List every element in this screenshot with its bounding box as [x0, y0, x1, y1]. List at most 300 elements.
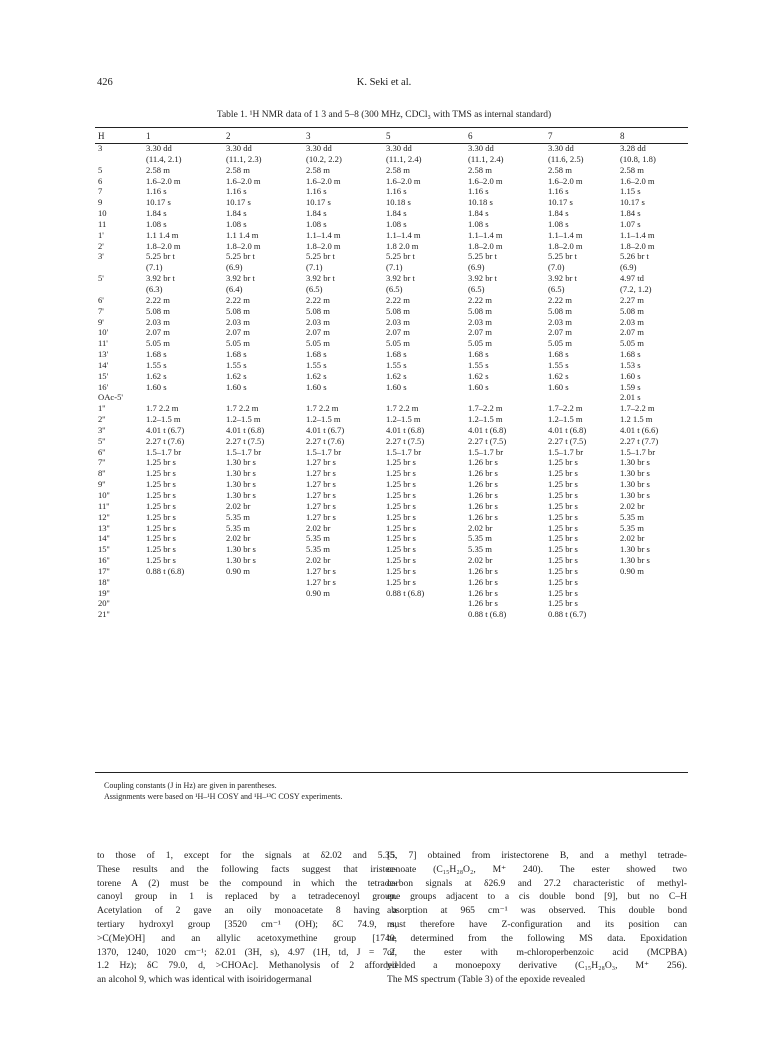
table-row [95, 154, 691, 165]
shift-cell: 1.16 s [306, 186, 327, 197]
shift-cell [620, 588, 691, 599]
shift-cell: 1.25 br s [386, 479, 416, 490]
shift-cell: 1.25 br s [548, 457, 578, 468]
shift-cell: 1.25 br s [146, 555, 176, 566]
shift-cell: 5.05 m [386, 338, 410, 349]
shift-cell: 1.25 br s [146, 533, 176, 544]
shift-cell: 1.2–1.5 m [146, 414, 181, 425]
shift-cell: 1.16 s [386, 186, 407, 197]
shift-cell: 1.25 br s [386, 500, 416, 511]
shift-cell: 1.25 br s [386, 490, 416, 500]
table-row [95, 219, 691, 230]
shift-cell: 1.7–2.2 m [620, 403, 655, 414]
table-row [95, 338, 691, 349]
table-row [95, 251, 691, 262]
shift-cell: 3.92 br t [306, 273, 335, 284]
shift-cell: (6.9) [468, 262, 485, 273]
shift-cell: 0.88 t (6.7) [548, 609, 587, 620]
shift-cell: 2.27 t (7.5) [226, 435, 265, 446]
table-row [95, 588, 691, 599]
shift-cell: 1.60 s [226, 381, 247, 392]
shift-cell: 1.5–1.7 br [620, 446, 656, 457]
shift-cell: 1.60 s [306, 381, 327, 392]
shift-cell: 5.08 m [468, 305, 492, 316]
shift-cell: 0.90 m [620, 565, 644, 576]
shift-cell: 1.6–2.0 m [468, 175, 503, 186]
proton-label: 6 [98, 175, 103, 186]
table-bottom-rule [95, 772, 688, 773]
shift-cell: 1.68 s [468, 349, 489, 360]
table-row [95, 371, 691, 382]
shift-cell [226, 588, 306, 599]
shift-cell: 1.60 s [386, 381, 407, 392]
text-line: [5, 7] obtained from iristectorene B, and a methyl tetrade- [387, 850, 687, 861]
shift-cell: 5.08 m [146, 305, 170, 316]
shift-cell: 1.07 s [620, 218, 641, 229]
shift-cell: 1.15 s [620, 186, 641, 197]
shift-cell: 1.1–1.4 m [386, 229, 421, 240]
shift-cell: (10.8, 1.8) [620, 153, 656, 164]
table-row [95, 468, 691, 479]
shift-cell: 1.26 br s [468, 576, 498, 587]
shift-cell [548, 392, 620, 403]
shift-cell: 2.22 m [146, 294, 170, 305]
table-row [95, 414, 691, 425]
shift-cell: 2.22 m [226, 294, 250, 305]
table-row [95, 457, 691, 468]
shift-cell: 1.62 s [146, 370, 167, 381]
shift-cell: 1.25 br s [146, 490, 176, 500]
shift-cell: 5.05 m [468, 338, 492, 349]
shift-cell: 0.90 m [226, 565, 250, 576]
shift-cell: 4.01 t (6.7) [146, 424, 185, 435]
shift-cell: 1.5–1.7 br [146, 446, 182, 457]
shift-cell: 1.25 br s [548, 468, 578, 479]
proton-label: 7'' [98, 457, 106, 468]
shift-cell: 5.26 br t [620, 251, 649, 262]
table-row [95, 523, 691, 534]
text-line: >C(Me)OH] and an allylic acetoxymethine group [1740, [97, 932, 397, 944]
shift-cell: 3.30 dd [386, 143, 412, 153]
shift-cell: 3.92 br t [146, 273, 175, 284]
proton-label: 11'' [98, 500, 110, 511]
shift-cell: 1.25 br s [146, 544, 176, 555]
running-head: K. Seki et al. [356, 77, 412, 88]
shift-cell: 1.8–2.0 m [468, 240, 503, 251]
shift-cell: 2.58 m [226, 164, 250, 175]
shift-cell: 1.62 s [548, 370, 569, 381]
proton-label: 9' [98, 316, 104, 327]
shift-cell: 1.08 s [386, 218, 407, 229]
shift-cell: 2.02 br [620, 500, 645, 511]
text-line: These results and the following facts suggest that iristec- [97, 863, 397, 875]
proton-label: 19'' [98, 587, 110, 598]
shift-cell: 1.62 s [386, 370, 407, 381]
shift-cell: 2.27 t (7.6) [146, 435, 185, 446]
shift-cell: 1.62 s [226, 370, 247, 381]
shift-cell: 1.26 br s [468, 565, 498, 576]
shift-cell: (11.6, 2.5) [548, 153, 584, 164]
table-row [95, 360, 691, 371]
proton-label: 3'' [98, 424, 106, 435]
proton-label: 3 [98, 143, 103, 153]
shift-cell: 5.08 m [548, 305, 572, 316]
shift-cell: (11.1, 2.4) [468, 153, 504, 164]
shift-cell: (7.0) [548, 262, 565, 273]
shift-cell: 3.92 br t [386, 273, 415, 284]
shift-cell: 2.58 m [146, 164, 170, 175]
shift-cell: 10.17 s [620, 197, 645, 208]
shift-cell: 1.27 br s [306, 490, 336, 500]
shift-cell: 3.92 br t [468, 273, 497, 284]
shift-cell: 1.25 br s [548, 555, 578, 566]
shift-cell: 1.25 br s [548, 544, 578, 555]
table-row [95, 208, 691, 219]
shift-cell: 5.25 br t [548, 251, 577, 262]
shift-cell: 2.03 m [620, 316, 644, 327]
shift-cell: 3.92 br t [226, 273, 255, 284]
table-row [95, 436, 691, 447]
shift-cell: 1.2 1.5 m [620, 414, 653, 425]
table-row [95, 609, 691, 620]
table-row [95, 392, 691, 403]
shift-cell: 3.28 dd [620, 143, 646, 153]
shift-cell: 2.03 m [306, 316, 330, 327]
shift-cell: 5.25 br t [306, 251, 335, 262]
shift-cell: 1.26 br s [468, 500, 498, 511]
proton-label: 6' [98, 294, 104, 305]
table-caption: Table 1. ¹H NMR data of 1 3 and 5–8 (300 MHz, CDCl₃ with TMS as internal standard) [216, 110, 552, 120]
shift-cell [620, 598, 691, 609]
shift-cell [386, 598, 468, 609]
shift-cell: 4.01 t (6.8) [468, 424, 507, 435]
shift-cell: 1.08 s [306, 218, 327, 229]
shift-cell: 2.58 m [468, 164, 492, 175]
shift-cell [386, 392, 468, 403]
table-header-row [95, 129, 691, 143]
proton-label: 6'' [98, 446, 106, 457]
shift-cell: 1.26 br s [468, 468, 498, 479]
shift-cell: 10.17 s [146, 197, 171, 208]
shift-cell: 2.01 s [620, 392, 641, 403]
shift-cell: 1.1 1.4 m [146, 229, 179, 240]
shift-cell [386, 609, 468, 620]
shift-cell: (6.9) [226, 262, 243, 273]
shift-cell: 2.58 m [386, 164, 410, 175]
shift-cell: 1.68 s [620, 349, 641, 360]
shift-cell: 1.25 br s [548, 565, 578, 576]
proton-label: 16' [98, 381, 109, 392]
shift-cell: 2.03 m [468, 316, 492, 327]
column-header: 1 [146, 131, 151, 141]
shift-cell: 1.08 s [548, 218, 569, 229]
shift-cell: (6.5) [306, 283, 323, 294]
shift-cell: 1.1–1.4 m [306, 229, 341, 240]
shift-cell: 1.55 s [386, 359, 407, 370]
shift-cell: 1.84 s [468, 208, 489, 219]
table-row [95, 544, 691, 555]
shift-cell: 0.90 m [306, 587, 330, 598]
table-row [95, 533, 691, 544]
proton-label: 2'' [98, 414, 106, 425]
shift-cell: 1.25 br s [548, 587, 578, 598]
shift-cell: 2.07 m [146, 327, 170, 338]
shift-cell: 1.16 s [468, 186, 489, 197]
shift-cell: 1.30 br s [620, 457, 650, 468]
shift-cell: 1.84 s [146, 208, 167, 219]
shift-cell: 2.03 m [226, 316, 250, 327]
shift-cell: 1.25 br s [146, 522, 176, 533]
shift-cell: 3.30 dd [146, 143, 172, 153]
shift-cell: 4.01 t (6.6) [620, 424, 659, 435]
shift-cell: 1.26 br s [468, 457, 498, 468]
proton-label: 5' [98, 273, 104, 284]
table-top-rule [95, 127, 688, 128]
shift-cell: 1.2–1.5 m [306, 414, 341, 425]
shift-cell: 5.25 br t [226, 251, 255, 262]
shift-cell: 2.02 br [468, 555, 493, 566]
shift-cell: 1.84 s [548, 208, 569, 219]
shift-cell: 10.18 s [468, 197, 493, 208]
table-row [95, 349, 691, 360]
text-line: yielded a monoepoxy derivative (C₁₅H₂₈O₃, M⁺ 256). [387, 960, 687, 972]
proton-label: 10' [98, 327, 109, 338]
shift-cell: 1.27 br s [306, 479, 336, 490]
shift-cell: 2.22 m [548, 294, 572, 305]
shift-cell [620, 577, 691, 588]
shift-cell: 2.07 m [620, 327, 644, 338]
shift-cell: (6.3) [146, 283, 163, 294]
proton-label: 7' [98, 305, 104, 316]
shift-cell: (6.9) [620, 262, 637, 273]
shift-cell: 5.35 m [306, 544, 330, 555]
shift-cell: 2.07 m [226, 327, 250, 338]
shift-cell [226, 598, 306, 609]
shift-cell: 4.01 t (6.8) [386, 424, 425, 435]
shift-cell: 1.27 br s [306, 457, 336, 468]
proton-label: 14' [98, 359, 109, 370]
proton-label: 21'' [98, 609, 110, 620]
shift-cell: 1.1–1.4 m [548, 229, 583, 240]
shift-cell: 5.08 m [620, 305, 644, 316]
shift-cell: 1.6–2.0 m [146, 175, 181, 186]
proton-label: 9'' [98, 479, 106, 490]
shift-cell: 1.26 br s [468, 511, 498, 522]
shift-cell: 5.25 br t [468, 251, 497, 262]
shift-cell: 2.03 m [146, 316, 170, 327]
text-line: ene groups adjacent to a cis double bond [9], but no C–H [387, 891, 687, 903]
shift-cell: 1.25 br s [146, 500, 176, 511]
shift-cell: 2.22 m [306, 294, 330, 305]
shift-cell: 1.59 s [620, 381, 641, 392]
shift-cell: 1.5–1.7 br [226, 446, 262, 457]
shift-cell: 1.25 br s [146, 468, 176, 479]
shift-cell: 1.27 br s [306, 576, 336, 587]
shift-cell: 1.6–2.0 m [386, 175, 421, 186]
shift-cell [146, 588, 226, 599]
shift-cell: 1.2–1.5 m [226, 414, 261, 425]
shift-cell: 1.25 br s [386, 457, 416, 468]
shift-cell: 3.30 dd [548, 143, 574, 153]
shift-cell: 1.7 2.2 m [386, 403, 419, 414]
shift-cell: 2.27 t (7.5) [386, 435, 425, 446]
shift-cell: 1.68 s [386, 349, 407, 360]
table-row [95, 501, 691, 512]
shift-cell: 2.27 t (7.5) [548, 435, 587, 446]
shift-cell: 1.2–1.5 m [548, 414, 583, 425]
table-row [95, 512, 691, 523]
text-line: an alcohol 9, which was identical with isoiridogermanal [97, 974, 312, 986]
shift-cell: 2.03 m [386, 316, 410, 327]
shift-cell: 1.55 s [468, 359, 489, 370]
table-row [95, 306, 691, 317]
shift-cell: 1.8–2.0 m [146, 240, 181, 251]
shift-cell: (10.2, 2.2) [306, 153, 342, 164]
table-footnotes [104, 781, 343, 802]
shift-cell [306, 609, 386, 620]
shift-cell [306, 392, 386, 403]
text-line: Acetylation of 2 gave an oily monoacetate 8 having a [97, 905, 397, 917]
shift-cell: 1.30 br s [226, 490, 256, 500]
shift-cell: 2.07 m [306, 327, 330, 338]
shift-cell: 5.35 m [620, 511, 644, 522]
shift-cell: 5.05 m [226, 338, 250, 349]
proton-label [95, 154, 146, 165]
shift-cell: 1.60 s [468, 381, 489, 392]
shift-cell: (7.1) [146, 262, 163, 273]
shift-cell: 1.25 br s [386, 522, 416, 533]
shift-cell: 1.25 br s [386, 468, 416, 479]
shift-cell: 1.62 s [306, 370, 327, 381]
shift-cell: (7.1) [306, 262, 323, 273]
shift-cell: 5.35 m [468, 544, 492, 555]
shift-cell: 1.30 br s [226, 457, 256, 468]
shift-cell: 2.02 br [306, 555, 331, 566]
shift-cell: 1.30 br s [620, 544, 650, 555]
shift-cell: 1.25 br s [146, 511, 176, 522]
shift-cell: 5.25 br t [146, 251, 175, 262]
shift-cell: 1.84 s [226, 208, 247, 219]
table-row [95, 403, 691, 414]
shift-cell: 1.2–1.5 m [386, 414, 421, 425]
shift-cell: 1.26 br s [468, 587, 498, 598]
shift-cell: 1.5–1.7 br [468, 446, 504, 457]
shift-cell: 1.25 br s [146, 479, 176, 490]
shift-cell: 1.30 br s [226, 479, 256, 490]
shift-cell: 1.25 br s [548, 479, 578, 490]
shift-cell: 1.6–2.0 m [620, 175, 655, 186]
shift-cell: 1.6–2.0 m [306, 175, 341, 186]
shift-cell: 2.02 br [468, 522, 493, 533]
shift-cell: 1.25 br s [386, 565, 416, 576]
shift-cell: 1.84 s [306, 208, 327, 219]
shift-cell: 1.6–2.0 m [548, 175, 583, 186]
shift-cell: 1.30 br s [226, 468, 256, 479]
shift-cell: 4.97 td [620, 273, 644, 284]
shift-cell: 1.25 br s [146, 457, 176, 468]
table-row [95, 317, 691, 328]
column-header: 7 [548, 131, 553, 141]
shift-cell: 5.05 m [146, 338, 170, 349]
shift-cell [146, 392, 226, 403]
column-header: H [98, 131, 105, 141]
shift-cell: 10.18 s [386, 197, 411, 208]
proton-label: 1' [98, 229, 104, 240]
shift-cell: 5.05 m [620, 338, 644, 349]
shift-cell: 1.7–2.2 m [468, 403, 503, 414]
shift-cell: 5.35 m [468, 533, 492, 544]
shift-cell: 0.88 t (6.8) [146, 565, 185, 576]
table-row [95, 176, 691, 187]
table-row [95, 447, 691, 458]
shift-cell: (11.1, 2.4) [386, 153, 422, 164]
body-text-left-column [97, 849, 397, 987]
text-line: tertiary hydroxyl group [3520 cm⁻¹ (OH); δC 74.9, s, [97, 918, 397, 930]
shift-cell: 2.58 m [306, 164, 330, 175]
shift-cell: 1.25 br s [548, 576, 578, 587]
shift-cell: 5.05 m [306, 338, 330, 349]
footnote-assignments: Assignments were based on ¹H–¹H COSY and ¹H–¹³C COSY experiments. [104, 791, 343, 801]
shift-cell: 1.16 s [548, 186, 569, 197]
shift-cell: 2.27 t (7.6) [306, 435, 345, 446]
column-header: 8 [620, 131, 625, 141]
shift-cell: 1.1–1.4 m [468, 229, 503, 240]
table-row [95, 490, 691, 501]
shift-cell: (6.5) [548, 283, 565, 294]
table-row [95, 143, 691, 154]
shift-cell: 5.08 m [226, 305, 250, 316]
text-line: be determined from the following MS data. Epoxidation [387, 932, 687, 944]
shift-cell: 4.01 t (6.8) [548, 424, 587, 435]
shift-cell: 10.17 s [306, 197, 331, 208]
shift-cell: 1.25 br s [548, 500, 578, 511]
table-row [95, 425, 691, 436]
column-header: 3 [306, 131, 311, 141]
proton-label: OAc-5' [98, 392, 123, 403]
table-row [95, 186, 691, 197]
proton-label: 3' [98, 251, 104, 262]
proton-label: 8'' [98, 468, 106, 479]
shift-cell: 1.7–2.2 m [548, 403, 583, 414]
shift-cell: 2.07 m [386, 327, 410, 338]
shift-cell: 2.58 m [548, 164, 572, 175]
shift-cell [146, 577, 226, 588]
shift-cell: 2.02 br [226, 500, 251, 511]
shift-cell: 2.02 br [226, 533, 251, 544]
table-row [95, 230, 691, 241]
shift-cell: 1.30 br s [226, 544, 256, 555]
shift-cell: 2.07 m [548, 327, 572, 338]
shift-cell: 1.16 s [146, 186, 167, 197]
shift-cell: 1.27 br s [306, 468, 336, 479]
proton-label: 11 [98, 218, 107, 229]
proton-label: 12'' [98, 511, 110, 522]
shift-cell: (6.4) [226, 283, 243, 294]
text-line: canoyl group in 1 is replaced by a tetradecenoyl group. [97, 891, 397, 903]
proton-label: 17'' [98, 565, 110, 576]
shift-cell: 1.08 s [468, 218, 489, 229]
shift-cell: 2.03 m [548, 316, 572, 327]
shift-cell: 3.30 dd [468, 143, 494, 153]
shift-cell: 0.88 t (6.8) [468, 609, 507, 620]
shift-cell: 1.08 s [146, 218, 167, 229]
table-row [95, 284, 691, 295]
shift-cell: 1.8–2.0 m [548, 240, 583, 251]
table-row [95, 598, 691, 609]
shift-cell: (11.1, 2.3) [226, 153, 262, 164]
shift-cell: 1.55 s [226, 359, 247, 370]
shift-cell: 2.02 br [620, 533, 645, 544]
